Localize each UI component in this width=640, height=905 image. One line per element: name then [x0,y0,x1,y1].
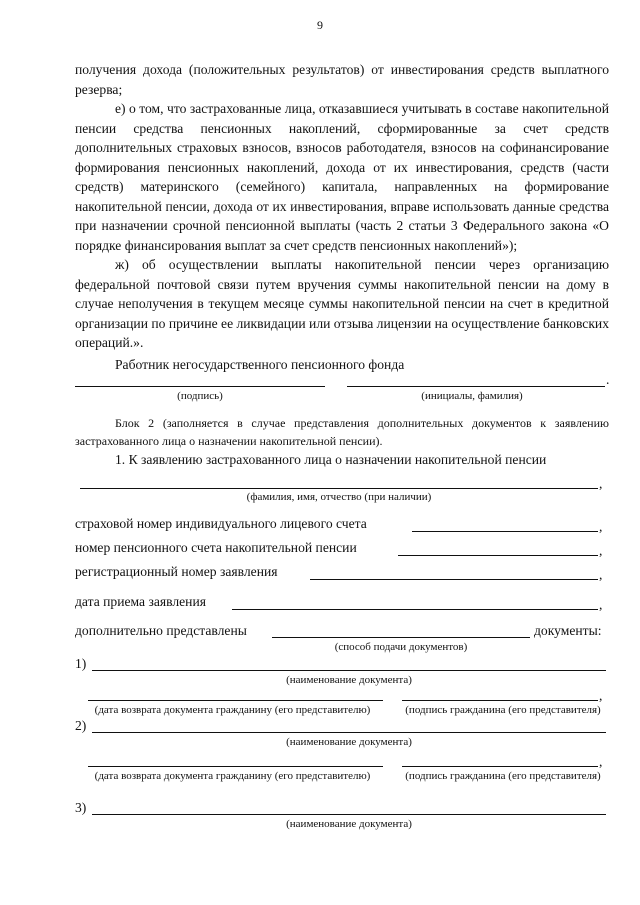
fio-caption: (фамилия, имя, отчество (при наличии) [246,491,432,503]
item-3-doc-caption: (наименование документа) [286,818,412,830]
reg-number-line[interactable] [310,579,598,580]
paragraph-1: получения дохода (положительных результатов) от инвестирования средств выплатного резерва; [75,62,609,97]
item-1-doc-line[interactable] [92,670,606,671]
signature-caption: (подпись) [177,390,223,402]
pension-account-line[interactable] [398,555,598,556]
fio-line[interactable] [80,488,598,489]
method-caption: (способ подачи документов) [334,641,468,653]
block2-intro: Блок 2 (заполняется в случае представления дополнительных документов к заявлению застрахованного лица о назначении накопительной пенсии). [75,416,609,448]
npf-worker-label: Работник негосударственного пенсионного фонда [115,356,405,372]
item-2-return-date-line[interactable] [88,766,383,767]
item-2-sign-line[interactable] [402,766,598,767]
item-1-sign-line[interactable] [402,700,598,701]
body-text [75,60,609,374]
paragraph-e: е) о том, что застрахованные лица, отказавшиеся учитывать в составе накопительной пенсии средства пенсионных накоплений, сформированные за счет средств дополнительных страховых взносов, взносов работодателя, взносов на софинансирование формирования пенсионных накоплений, дохода от их инвестирования, средств (части средств) материнского (семейного) капитала, направленных на формирование накопительной пенсии, дохода от их инвестирования, вправе использовать данные средства при назначении срочной пенсионной выплаты (часть 2 статьи 3 Федерального закона «О порядке финансирования выплат за счет средств пенсионных накоплений»); [75,101,609,253]
item-1-sign-caption: (подпись гражданина (его представителя) [405,704,601,716]
block2-heading: 1. К заявлению застрахованного лица о назначении накопительной пенсии [115,452,547,467]
initials-line[interactable] [347,386,605,387]
additional-label: дополнительно представлены [75,623,247,638]
item-3-number: 3) [75,800,87,815]
item-2-number: 2) [75,718,87,733]
item-1-return-date-line[interactable] [88,700,383,701]
item-2-doc-line[interactable] [92,732,606,733]
receipt-date-line[interactable] [232,609,598,610]
item-1-doc-caption: (наименование документа) [286,674,412,686]
initials-caption: (инициалы, фамилия) [421,390,523,402]
pension-account-label: номер пенсионного счета накопительной пенсии [75,540,357,555]
item-2-return-date-caption: (дата возврата документа гражданину (его представителю) [94,770,371,782]
item-3-doc-line[interactable] [92,814,606,815]
item-1-return-date-caption: (дата возврата документа гражданину (его представителю) [94,704,371,716]
reg-number-label: регистрационный номер заявления [75,564,278,579]
item-1-number: 1) [75,656,87,671]
snils-label: страховой номер индивидуального лицевого счета [75,516,367,531]
item-2-doc-caption: (наименование документа) [286,736,412,748]
receipt-date-label: дата приема заявления [75,594,206,609]
page-number: 9 [317,18,323,32]
item-2-sign-caption: (подпись гражданина (его представителя) [405,770,601,782]
signature-line[interactable] [75,386,325,387]
paragraph-zh: ж) об осуществлении выплаты накопительной пенсии через организацию федеральной почтовой связи путем вручения суммы накопительной пенсии на дому в случае неполучения в текущем месяце суммы накопительной пенсии на счет в кредитной организации по причине ее ликвидации или отзыва лицензии на осуществление банковских операций.». [75,257,609,350]
documents-label: документы: [534,623,602,638]
snils-line[interactable] [412,531,598,532]
method-line[interactable] [272,637,530,638]
